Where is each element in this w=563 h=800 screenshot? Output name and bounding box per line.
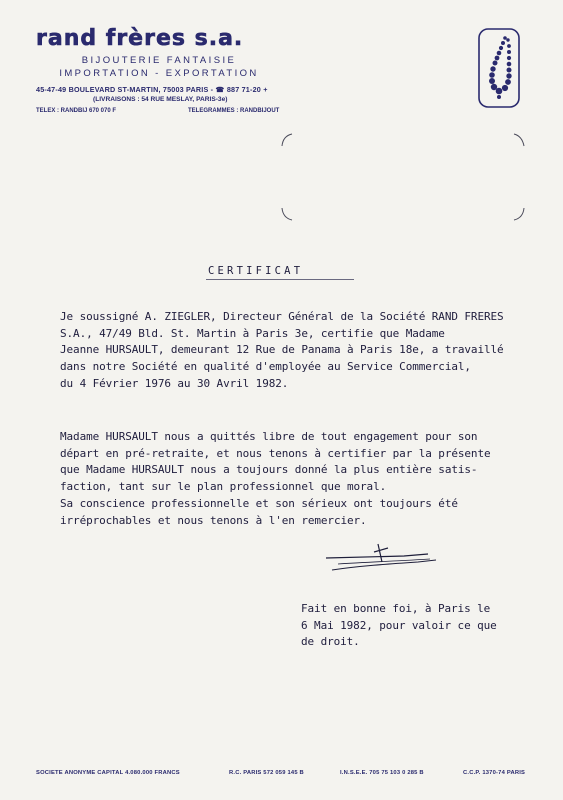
- window-corner-mark: [280, 206, 296, 222]
- delivery-address: (LIVRAISONS : 54 RUE MESLAY, PARIS-3e): [93, 96, 228, 103]
- window-corner-mark: [280, 132, 296, 148]
- telex-number: TELEX : RANDBIJ 670 070 F: [36, 108, 117, 114]
- handwritten-signature: [318, 540, 443, 580]
- text-line: du 4 Février 1976 au 30 Avril 1982.: [60, 376, 289, 390]
- text-line: de droit.: [301, 635, 360, 648]
- text-line: Je soussigné A. ZIEGLER, Directeur Général de la Société RAND FRERES: [60, 310, 504, 323]
- text-line: Fait en bonne foi, à Paris le: [301, 602, 491, 615]
- certification-paragraph: [60, 309, 504, 393]
- text-line: Madame HURSAULT nous a quittés libre de tout engagement pour son: [60, 430, 478, 443]
- closing-statement: [301, 601, 497, 651]
- title-underline: [206, 279, 354, 280]
- footer-rc: R.C. PARIS 572 059 145 B: [229, 770, 304, 776]
- window-corner-mark: [512, 206, 528, 222]
- text-line: S.A., 47/49 Bld. St. Martin à Paris 3e, certifie que Madame: [60, 326, 445, 340]
- company-name: rand frères s.a.: [36, 26, 244, 51]
- telegram-address: TELEGRAMMES : RANDBIJOUT: [188, 108, 280, 114]
- necklace-logo-icon: [478, 28, 520, 108]
- company-trade: IMPORTATION - EXPORTATION: [59, 68, 259, 79]
- company-address: 45-47-49 BOULEVARD ST-MARTIN, 75003 PARIS - ☎ 887 71-20 +: [36, 85, 268, 94]
- document-title: CERTIFICAT: [208, 265, 304, 277]
- text-line: dans notre Société en qualité d'employée au Service Commercial,: [60, 360, 471, 374]
- text-line: que Madame HURSAULT nous a toujours donné la plus entière satis-: [60, 463, 478, 477]
- text-line: faction, tant sur le plan professionnel que moral.: [60, 480, 387, 494]
- window-corner-mark: [512, 132, 528, 148]
- footer-ccp: C.C.P. 1370-74 PARIS: [463, 770, 526, 776]
- text-line: Jeanne HURSAULT, demeurant 12 Rue de Panama à Paris 18e, a travaillé: [60, 343, 504, 357]
- text-line: Sa conscience professionnelle et son sérieux ont toujours été: [60, 496, 458, 510]
- text-line: irréprochables et nous tenons à l'en remercier.: [60, 513, 367, 527]
- text-line: départ en pré-retraite, et nous tenons à certifier par la présente: [60, 446, 491, 460]
- footer-capital: SOCIETE ANONYME CAPITAL 4.080.000 FRANCS: [36, 770, 180, 776]
- footer-insee: I.N.S.E.E. 705 75 103 0 285 B: [340, 770, 424, 776]
- text-line: 6 Mai 1982, pour valoir ce que: [301, 618, 497, 632]
- appraisal-paragraph: [60, 429, 491, 529]
- company-activity: BIJOUTERIE FANTAISIE: [81, 55, 237, 66]
